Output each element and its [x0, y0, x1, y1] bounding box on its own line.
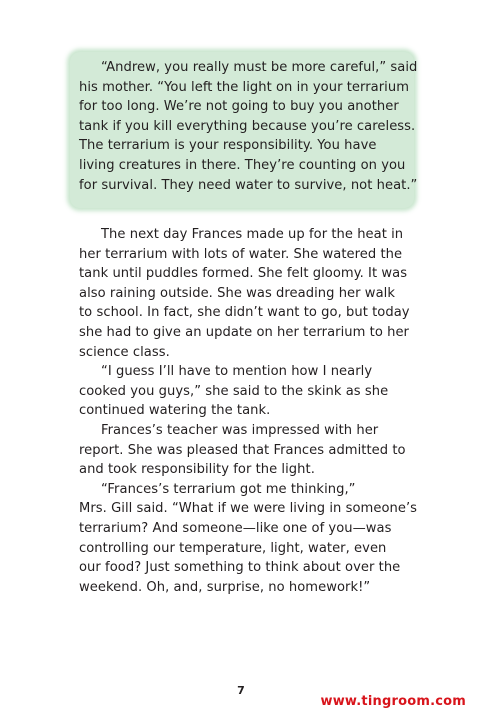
text-line: and took responsibility for the light. — [79, 462, 315, 478]
text-line: she had to give an update on her terrarium to her — [79, 324, 409, 340]
text-line: “Andrew, you really must be more careful,” said — [101, 60, 418, 75]
text-line: our food? Just something to think about over the — [79, 560, 401, 576]
story-body — [79, 225, 419, 597]
text-line: tank if you kill everything because you’re careless. — [79, 118, 416, 134]
text-line: Frances’s teacher was impressed with her — [101, 422, 379, 438]
text-line: to school. In fact, she didn’t want to go, but today — [79, 305, 410, 321]
text-line: terrarium? And someone—like one of you—was — [79, 520, 392, 536]
text-line: also raining outside. She was dreading her walk — [79, 285, 395, 301]
text-line: The next day Frances made up for the heat in — [101, 227, 404, 242]
text-line: her terrarium with lots of water. She watered the — [79, 246, 403, 262]
text-line: controlling our temperature, light, water, even — [79, 540, 387, 556]
text-line: for too long. We’re not going to buy you another — [79, 99, 399, 115]
mother-dialogue-paragraph — [79, 58, 419, 195]
text-line: tank until puddles formed. She felt gloomy. It was — [79, 266, 408, 282]
text-line: his mother. “You left the light on in your terrarium — [79, 79, 409, 95]
text-line: for survival. They need water to survive, not heat.” — [79, 177, 418, 193]
text-line: weekend. Oh, and, surprise, no homework!” — [79, 579, 371, 595]
text-line: “Frances’s terrarium got me thinking,” — [101, 481, 356, 497]
site-watermark: www.tingroom.com — [320, 694, 466, 709]
text-line: continued watering the tank. — [79, 403, 271, 419]
page-number: 7 — [237, 684, 245, 697]
text-line: cooked you guys,” she said to the skink as she — [79, 383, 389, 399]
text-line: report. She was pleased that Frances admitted to — [79, 442, 406, 458]
text-line: The terrarium is your responsibility. You have — [79, 138, 377, 154]
text-line: science class. — [79, 344, 170, 360]
text-line: “I guess I’ll have to mention how I nearly — [101, 364, 373, 380]
text-line: living creatures in there. They’re counting on you — [79, 157, 406, 173]
text-line: Mrs. Gill said. “What if we were living in someone’s — [79, 501, 418, 517]
